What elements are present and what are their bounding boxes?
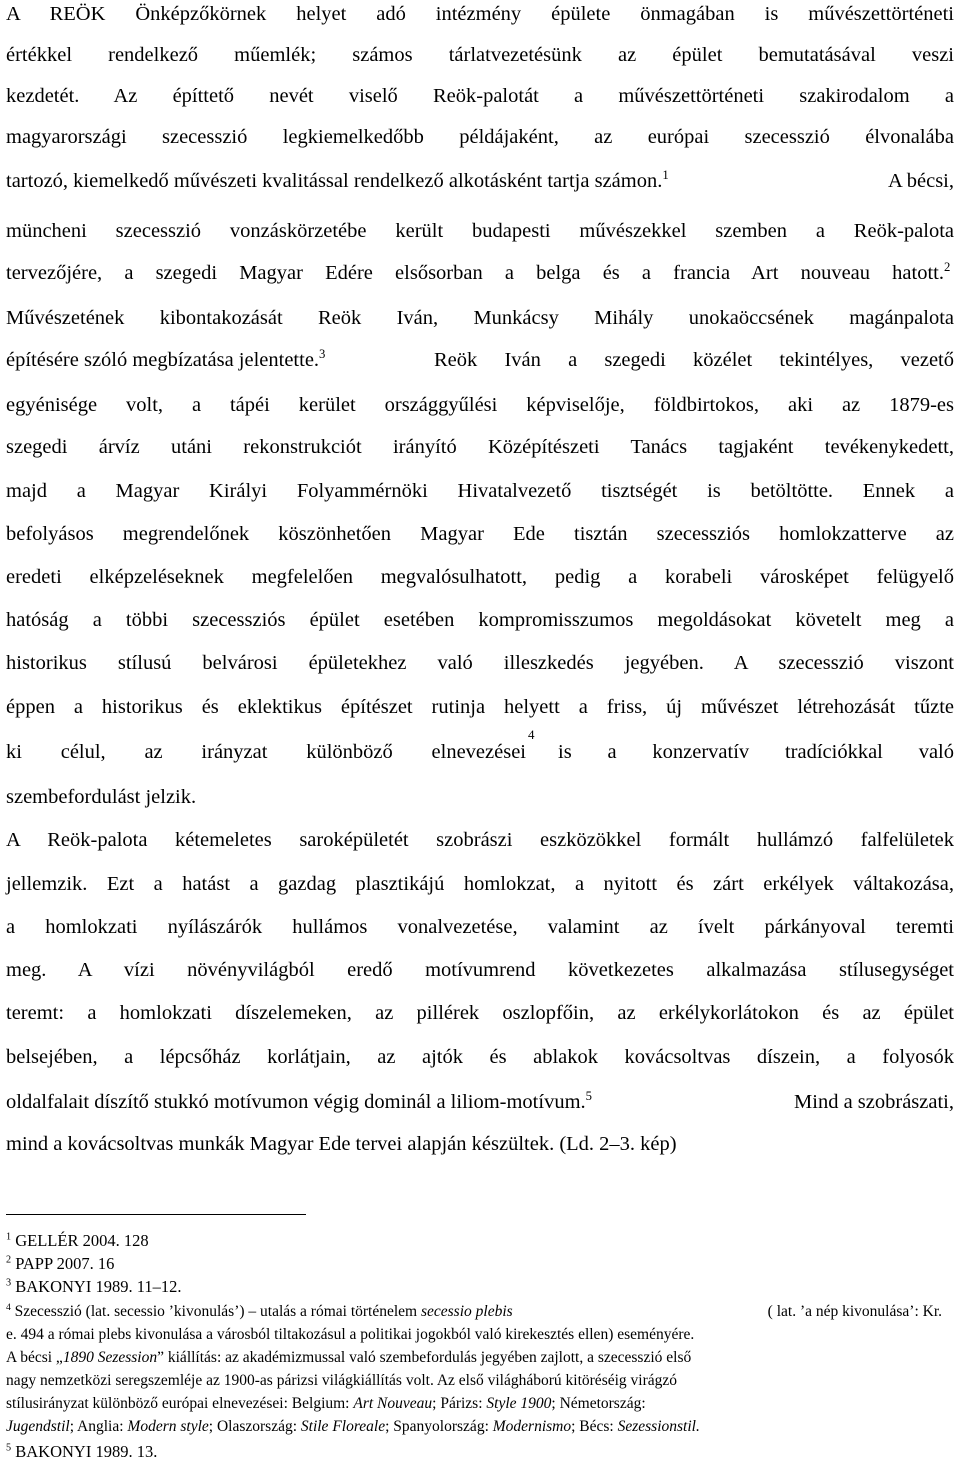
text: meg. A vízi növényvilágból eredő motívumrend következetes alkalmazása stílusegységet [6, 959, 954, 981]
text: építésére szóló megbízatása jelentette. [6, 349, 320, 371]
body-line [6, 820, 954, 861]
footnote-mark: 3 [319, 347, 326, 362]
body-line [6, 161, 954, 202]
body-line [6, 727, 954, 773]
footnote-mark: 5 [6, 1442, 12, 1454]
text: ki célul, az irányzat különböző elnevezései [6, 741, 526, 763]
footnote-mark: 3 [6, 1277, 12, 1289]
footnote-text: BAKONYI 1989. 11–12. [15, 1277, 182, 1296]
footnote-text-italic: Modern style [127, 1418, 209, 1435]
text: a homlokzati nyílászárók hullámos vonalvezetése, valamint az ívelt párkányoval teremti [6, 916, 954, 938]
text: szegedi árvíz utáni rekonstrukciót irányító Középítészeti Tanács tagjaként tevékenykedett, [6, 436, 954, 458]
footnote-text-italic: 1890 Sezession [62, 1349, 158, 1366]
text: magyarországi szecesszió legkiemelkedőbb példájaként, az európai szecesszió élvonalába [6, 126, 954, 148]
body-line [6, 1124, 954, 1165]
body-line [6, 993, 954, 1034]
text: kezdetét. Az építtető nevét viselő Reök-palotát a művészettörténeti szakirodalom a [6, 85, 954, 107]
footnote-text-italic: Style 1900 [486, 1395, 552, 1412]
footnote-text: e. 494 a római plebs kivonulása a városból tiltakozásul a politikai jogokból való kirekesztés ellen) eseményére. [6, 1326, 695, 1343]
text: A REÖK Önképzőkörnek helyet adó intézmény épülete önmagában is művészettörténeti [6, 3, 954, 25]
text: A bécsi, [887, 170, 954, 192]
body-line [6, 253, 954, 294]
body-line [6, 1037, 954, 1078]
footnote-mark: 1 [6, 1231, 12, 1243]
footnote-mark: 4 [528, 727, 535, 742]
text: belsejében, a lépcsőház korlátjain, az ajtók és ablakok kovácsoltvas díszein, a folyosók [6, 1046, 954, 1068]
body-line [6, 471, 954, 512]
footnote-text: PAPP 2007. 16 [15, 1254, 115, 1273]
footnote-text: ; Németország: [551, 1395, 646, 1412]
body-line [6, 514, 954, 555]
footnote-mark: 1 [662, 168, 669, 183]
footnote-text-italic: secessio plebis [420, 1303, 513, 1320]
body-line [6, 427, 954, 468]
text: teremt: a homlokzati díszelemeken, az pillérek oszlopfőin, az erkélykorlátokon és az épület [6, 1002, 954, 1024]
footnote-4-line-5 [6, 1393, 954, 1414]
footnote-text: ; Olaszország: [208, 1418, 298, 1435]
text: jellemzik. Ezt a hatást a gazdag plasztikájú homlokzat, a nyitott és zárt erkélyek váltakozása, [6, 873, 954, 895]
text: szembefordulást jelzik. [6, 786, 197, 808]
footnote-mark: 2 [6, 1254, 12, 1266]
text: egyénisége volt, a tápéi kerület országgyűlési képviselője, földbirtokos, aki az 1879-es [6, 394, 954, 416]
text: is a konzervatív tradíciókkal való [558, 741, 954, 763]
body-line [6, 211, 954, 252]
footnote-mark: 4 [6, 1301, 11, 1313]
footnote-separator [6, 1214, 306, 1215]
footnote-text-italic: Stile Floreale [300, 1418, 386, 1435]
text: éppen a historikus és eklektikus építészet rutinja helyett a friss, új művészet létrehozását tűzte [6, 696, 954, 718]
body-line [6, 777, 954, 818]
text: eredeti elképzeléseknek megfelelően megvalósulhatott, pedig a korabeli városképet felügyelő [6, 566, 954, 588]
footnote-4-line-6 [6, 1416, 954, 1437]
footnote-1 [6, 1230, 954, 1251]
text: hatóság a többi szecessziós épület esetében kompromisszumos megoldásokat követelt meg a [6, 609, 954, 631]
text: tartozó, kiemelkedő művészeti kvalitással rendelkező alkotásként tartja számon. [6, 170, 663, 192]
footnote-text: BAKONYI 1989. 13. [15, 1442, 158, 1461]
body-line [6, 600, 954, 641]
footnote-text-italic: Modernismo [492, 1418, 572, 1435]
footnote-text-italic: Sezessionstil. [617, 1418, 700, 1435]
footnote-text: ; Anglia: [69, 1418, 124, 1435]
footnote-mark: 2 [944, 260, 951, 275]
text: értékkel rendelkező műemlék; számos tárlatvezetésünk az épület bemutatásával veszi [6, 44, 954, 66]
body-line [6, 340, 954, 381]
body-line [6, 117, 954, 158]
text: Mind a szobrászati, [794, 1091, 954, 1113]
body-line [6, 950, 954, 991]
footnote-2 [6, 1253, 954, 1274]
footnote-text-italic: Art Nouveau [353, 1395, 433, 1412]
text: mind a kovácsoltvas munkák Magyar Ede tervei alapján készültek. (Ld. 2–3. kép) [6, 1133, 677, 1155]
body-line [6, 907, 954, 948]
body-line [6, 76, 954, 117]
footnote-text: GELLÉR 2004. 128 [15, 1231, 149, 1250]
body-line [6, 687, 954, 728]
text: tervezőjére, a szegedi Magyar Edére elsősorban a belga és a francia Art nouveau hatott. [6, 262, 944, 284]
body-line [6, 557, 954, 598]
footnote-3 [6, 1276, 954, 1297]
footnote-4-line-2 [6, 1324, 954, 1345]
footnote-text: A bécsi „ [6, 1349, 63, 1366]
body-line [6, 35, 954, 76]
footnote-text: ( lat. ’a nép kivonulása’: Kr. [767, 1303, 942, 1320]
body-line [6, 298, 954, 339]
body-line [6, 0, 954, 35]
text: Reök Iván a szegedi közélet tekintélyes, vezető [434, 349, 954, 371]
footnote-text: Szecesszió (lat. secessio ’kivonulás’) – utalás a római történelem [14, 1303, 418, 1320]
footnote-text-italic: Jugendstil [6, 1418, 70, 1435]
body-line [6, 864, 954, 905]
footnote-4 [6, 1301, 954, 1322]
footnote-text: ; Párizs: [432, 1395, 483, 1412]
text: A Reök-palota kétemeletes saroképületét szobrászi eszközökkel formált hullámzó falfelületek [6, 829, 954, 851]
footnote-4-line-4 [6, 1370, 954, 1391]
footnote-4-line-3 [6, 1347, 954, 1368]
footnote-text: nagy nemzetközi seregszemléje az 1900-as párizsi világkiállítás volt. Az első világháború kitöréséig virágzó [6, 1372, 678, 1389]
text: befolyásos megrendelőnek köszönhetően Magyar Ede tisztán szecessziós homlokzatterve az [6, 523, 954, 545]
text: Művészetének kibontakozását Reök Iván, Munkácsy Mihály unokaöccsének magánpalota [6, 307, 954, 329]
text: historikus stílusú belvárosi épületekhez való illeszkedés jegyében. A szecesszió viszont [6, 652, 954, 674]
footnote-mark: 5 [585, 1089, 592, 1104]
footnote-text: ; Spanyolország: [385, 1418, 489, 1435]
footnote-text: ” kiállítás: az akadémizmussal való szembefordulás jegyében zajlott, a szecesszió első [157, 1349, 692, 1366]
footnote-text: stílusirányzat különböző európai elnevezései: Belgium: [6, 1395, 350, 1412]
body-line [6, 1082, 954, 1123]
text: müncheni szecesszió vonzáskörzetébe került budapesti művészekkel szemben a Reök-palota [6, 220, 954, 242]
text: oldalfalait díszítő stukkó motívumon végig dominál a liliom-motívum. [6, 1091, 586, 1113]
text: majd a Magyar Királyi Folyammérnöki Hivatalvezető tisztségét is betöltötte. Ennek a [6, 480, 954, 502]
footnote-text: ; Bécs: [571, 1418, 614, 1435]
body-line [6, 385, 954, 426]
footnote-5 [6, 1441, 954, 1462]
body-line [6, 643, 954, 684]
